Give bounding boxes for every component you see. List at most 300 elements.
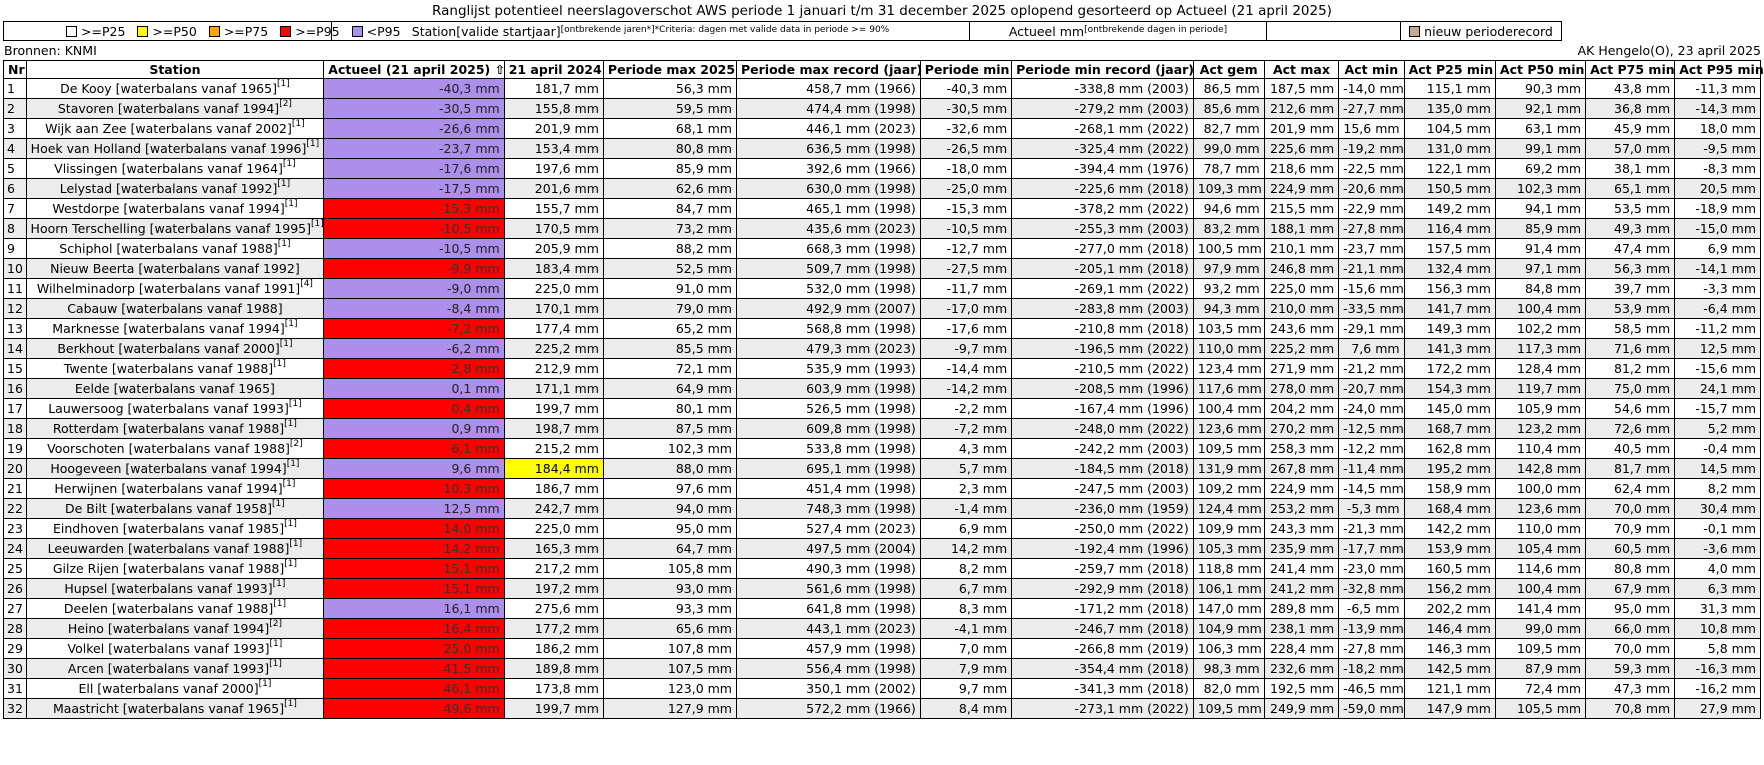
pmax-cell: 68,1 mm bbox=[603, 119, 736, 139]
table-row bbox=[4, 79, 1761, 99]
actueel-cell: 15,1 mm bbox=[324, 579, 504, 599]
table-row bbox=[4, 699, 1761, 719]
pmaxr-cell: 526,5 mm (1998) bbox=[736, 399, 920, 419]
p75-cell: 70,0 mm bbox=[1586, 639, 1675, 659]
gem-cell: 105,3 mm bbox=[1193, 539, 1264, 559]
y2024-cell: 173,8 mm bbox=[504, 679, 603, 699]
pminr-cell: -247,5 mm (2003) bbox=[1012, 479, 1194, 499]
gem-cell: 83,2 mm bbox=[1193, 219, 1264, 239]
p50-cell: 97,1 mm bbox=[1495, 259, 1585, 279]
pmin-cell: 5,7 mm bbox=[920, 459, 1011, 479]
p95-cell: -0,4 mm bbox=[1675, 439, 1761, 459]
actueel-cell: -17,6 mm bbox=[324, 159, 504, 179]
p75-cell: 67,9 mm bbox=[1586, 579, 1675, 599]
p95-cell: 8,2 mm bbox=[1675, 479, 1761, 499]
y2024-cell: 201,9 mm bbox=[504, 119, 603, 139]
column-header: Nr bbox=[4, 61, 27, 79]
station-name: Stavoren [waterbalans vanaf 1994] bbox=[57, 100, 280, 116]
pmin-cell: -25,0 mm bbox=[920, 179, 1011, 199]
pmax-cell: 107,5 mm bbox=[603, 659, 736, 679]
p95-cell: -14,1 mm bbox=[1675, 259, 1761, 279]
missing-years-note: [1] bbox=[273, 359, 286, 370]
p25-cell: 154,3 mm bbox=[1404, 379, 1495, 399]
p25-cell: 121,1 mm bbox=[1404, 679, 1495, 699]
missing-years-note: [1] bbox=[289, 539, 303, 550]
pmaxr-cell: 568,8 mm (1998) bbox=[736, 319, 920, 339]
table-row bbox=[4, 159, 1761, 179]
amin-cell: -29,1 mm bbox=[1339, 319, 1404, 339]
missing-years-note: [1] bbox=[306, 139, 320, 150]
amin-cell: -33,5 mm bbox=[1339, 299, 1404, 319]
amax-cell: 232,6 mm bbox=[1264, 659, 1338, 679]
station-name: Volkel [waterbalans vanaf 1993] bbox=[67, 640, 270, 656]
p95-cell: -11,3 mm bbox=[1675, 79, 1761, 99]
p50-cell: 63,1 mm bbox=[1495, 119, 1585, 139]
column-header: Act P50 min bbox=[1495, 61, 1585, 79]
rank-cell: 32 bbox=[4, 699, 27, 719]
pminr-cell: -236,0 mm (1959) bbox=[1012, 499, 1194, 519]
station-name: Twente [waterbalans vanaf 1988] bbox=[63, 360, 274, 376]
pmax-cell: 123,0 mm bbox=[603, 679, 736, 699]
pmin-cell: -27,5 mm bbox=[920, 259, 1011, 279]
pmaxr-cell: 630,0 mm (1998) bbox=[736, 179, 920, 199]
sources-label: Bronnen: KNMI bbox=[4, 43, 97, 58]
amin-cell: -27,8 mm bbox=[1339, 219, 1404, 239]
amax-cell: 235,9 mm bbox=[1264, 539, 1338, 559]
station-name: De Kooy [waterbalans vanaf 1965] bbox=[60, 80, 277, 96]
p75-cell: 66,0 mm bbox=[1586, 619, 1675, 639]
gem-cell: 106,1 mm bbox=[1193, 579, 1264, 599]
rank-cell: 30 bbox=[4, 659, 27, 679]
p75-cell: 58,5 mm bbox=[1586, 319, 1675, 339]
actueel-cell: 25,0 mm bbox=[324, 639, 504, 659]
column-header: Act P95 min bbox=[1675, 61, 1761, 79]
amax-cell: 188,1 mm bbox=[1264, 219, 1338, 239]
pminr-cell: -171,2 mm (2018) bbox=[1012, 599, 1194, 619]
new-record-label: nieuw perioderecord bbox=[1424, 23, 1553, 39]
actueel-cell: -17,5 mm bbox=[324, 179, 504, 199]
pminr-cell: -283,8 mm (2003) bbox=[1012, 299, 1194, 319]
pmax-cell: 88,2 mm bbox=[603, 239, 736, 259]
y2024-cell: 205,9 mm bbox=[504, 239, 603, 259]
p50-cell: 92,1 mm bbox=[1495, 99, 1585, 119]
p75-cell: 59,3 mm bbox=[1586, 659, 1675, 679]
actueel-cell: -15,3 mm bbox=[324, 199, 504, 219]
gem-cell: 97,9 mm bbox=[1193, 259, 1264, 279]
y2024-cell: 181,7 mm bbox=[504, 79, 603, 99]
p95-cell: 6,9 mm bbox=[1675, 239, 1761, 259]
pmin-cell: 2,3 mm bbox=[920, 479, 1011, 499]
amin-cell: -14,0 mm bbox=[1339, 79, 1404, 99]
p75-cell: 60,5 mm bbox=[1586, 539, 1675, 559]
station-name: Marknesse [waterbalans vanaf 1994] bbox=[52, 320, 285, 336]
gem-cell: 82,0 mm bbox=[1193, 679, 1264, 699]
amax-cell: 238,1 mm bbox=[1264, 619, 1338, 639]
rank-cell: 7 bbox=[4, 199, 27, 219]
actueel-cell: -10,5 mm bbox=[324, 219, 504, 239]
p75-cell: 62,4 mm bbox=[1586, 479, 1675, 499]
actueel-cell: 49,6 mm bbox=[324, 699, 504, 719]
p50-cell: 99,0 mm bbox=[1495, 619, 1585, 639]
table-row bbox=[4, 199, 1761, 219]
table-row bbox=[4, 619, 1761, 639]
p75-cell: 53,5 mm bbox=[1586, 199, 1675, 219]
p95-cell: -15,6 mm bbox=[1675, 359, 1761, 379]
table-row bbox=[4, 499, 1761, 519]
station-name: Hoogeveen [waterbalans vanaf 1994] bbox=[50, 460, 287, 476]
actueel-cell: 0,4 mm bbox=[324, 399, 504, 419]
station-cell bbox=[26, 519, 324, 539]
gem-cell: 123,6 mm bbox=[1193, 419, 1264, 439]
column-header[interactable]: Actueel (21 april 2025) ⇧ bbox=[324, 61, 504, 79]
p95-cell: 30,4 mm bbox=[1675, 499, 1761, 519]
p25-cell: 146,4 mm bbox=[1404, 619, 1495, 639]
percentile-legend bbox=[3, 21, 401, 41]
rank-cell: 5 bbox=[4, 159, 27, 179]
station-name: Vlissingen [waterbalans vanaf 1964] bbox=[54, 160, 283, 176]
gem-cell: 106,3 mm bbox=[1193, 639, 1264, 659]
amin-cell: -14,5 mm bbox=[1339, 479, 1404, 499]
p25-cell: 145,0 mm bbox=[1404, 399, 1495, 419]
p25-cell: 142,2 mm bbox=[1404, 519, 1495, 539]
p75-cell: 49,3 mm bbox=[1586, 219, 1675, 239]
amin-cell: -12,5 mm bbox=[1339, 419, 1404, 439]
pminr-cell: -378,2 mm (2022) bbox=[1012, 199, 1194, 219]
gem-cell: 98,3 mm bbox=[1193, 659, 1264, 679]
pminr-cell: -394,4 mm (1976) bbox=[1012, 159, 1194, 179]
actueel-cell: -7,2 mm bbox=[324, 319, 504, 339]
y2024-cell: 186,7 mm bbox=[504, 479, 603, 499]
amin-cell: -15,6 mm bbox=[1339, 279, 1404, 299]
amin-cell: 7,6 mm bbox=[1339, 339, 1404, 359]
legend-item bbox=[66, 24, 125, 39]
table-row bbox=[4, 299, 1761, 319]
table-row bbox=[4, 379, 1761, 399]
new-record-legend bbox=[1401, 21, 1562, 41]
station-cell bbox=[26, 679, 324, 699]
pmaxr-cell: 561,6 mm (1998) bbox=[736, 579, 920, 599]
amax-cell: 210,1 mm bbox=[1264, 239, 1338, 259]
amin-cell: -23,0 mm bbox=[1339, 559, 1404, 579]
pminr-cell: -196,5 mm (2022) bbox=[1012, 339, 1194, 359]
p50-cell: 102,2 mm bbox=[1495, 319, 1585, 339]
pmax-cell: 73,2 mm bbox=[603, 219, 736, 239]
p50-cell: 91,4 mm bbox=[1495, 239, 1585, 259]
p50-cell: 128,4 mm bbox=[1495, 359, 1585, 379]
legend-bar bbox=[3, 21, 1762, 41]
pmin-cell: -17,0 mm bbox=[920, 299, 1011, 319]
actueel-cell: -2,8 mm bbox=[324, 359, 504, 379]
amin-cell: -22,9 mm bbox=[1339, 199, 1404, 219]
pmin-cell: -7,2 mm bbox=[920, 419, 1011, 439]
rank-cell: 22 bbox=[4, 499, 27, 519]
p95-cell: 4,0 mm bbox=[1675, 559, 1761, 579]
gem-cell: 100,5 mm bbox=[1193, 239, 1264, 259]
amin-cell: -27,8 mm bbox=[1339, 639, 1404, 659]
p50-cell: 84,8 mm bbox=[1495, 279, 1585, 299]
p25-cell: 156,2 mm bbox=[1404, 579, 1495, 599]
pmax-cell: 93,0 mm bbox=[603, 579, 736, 599]
station-cell bbox=[26, 99, 324, 119]
column-header: Periode min bbox=[920, 61, 1011, 79]
pmax-cell: 85,5 mm bbox=[603, 339, 736, 359]
gem-cell: 109,5 mm bbox=[1193, 439, 1264, 459]
station-cell bbox=[26, 659, 324, 679]
pminr-cell: -279,2 mm (2003) bbox=[1012, 99, 1194, 119]
station-name: Eindhoven [waterbalans vanaf 1985] bbox=[52, 520, 285, 536]
station-cell bbox=[26, 539, 324, 559]
y2024-cell: 212,9 mm bbox=[504, 359, 603, 379]
missing-years-note: [4] bbox=[300, 279, 313, 290]
amax-cell: 201,9 mm bbox=[1264, 119, 1338, 139]
pminr-cell: -266,8 mm (2019) bbox=[1012, 639, 1194, 659]
missing-years-note: [1] bbox=[284, 519, 297, 530]
rank-cell: 14 bbox=[4, 339, 27, 359]
pminr-cell: -225,6 mm (2018) bbox=[1012, 179, 1194, 199]
y2024-cell: 242,7 mm bbox=[504, 499, 603, 519]
amax-cell: 253,2 mm bbox=[1264, 499, 1338, 519]
pmaxr-cell: 497,5 mm (2004) bbox=[736, 539, 920, 559]
rank-cell: 21 bbox=[4, 479, 27, 499]
amin-cell: -24,0 mm bbox=[1339, 399, 1404, 419]
pmaxr-cell: 695,1 mm (1998) bbox=[736, 459, 920, 479]
pmaxr-cell: 435,6 mm (2023) bbox=[736, 219, 920, 239]
amax-cell: 241,4 mm bbox=[1264, 559, 1338, 579]
table-row bbox=[4, 139, 1761, 159]
pmaxr-cell: 457,9 mm (1998) bbox=[736, 639, 920, 659]
gem-cell: 82,7 mm bbox=[1193, 119, 1264, 139]
p50-cell: 99,1 mm bbox=[1495, 139, 1585, 159]
legend-swatch bbox=[137, 26, 148, 37]
pmaxr-cell: 533,8 mm (1998) bbox=[736, 439, 920, 459]
pminr-cell: -192,4 mm (1996) bbox=[1012, 539, 1194, 559]
p75-cell: 80,8 mm bbox=[1586, 559, 1675, 579]
table-row bbox=[4, 439, 1761, 459]
actueel-cell: 16,1 mm bbox=[324, 599, 504, 619]
table-row bbox=[4, 399, 1761, 419]
pmax-cell: 59,5 mm bbox=[603, 99, 736, 119]
legend-label: >=P75 bbox=[223, 23, 269, 39]
amax-cell: 204,2 mm bbox=[1264, 399, 1338, 419]
y2024-cell: 198,7 mm bbox=[504, 419, 603, 439]
gem-cell: 78,7 mm bbox=[1193, 159, 1264, 179]
pmin-cell: 8,2 mm bbox=[920, 559, 1011, 579]
actueel-cell: 46,1 mm bbox=[324, 679, 504, 699]
pmin-cell: -30,5 mm bbox=[920, 99, 1011, 119]
pminr-cell: -210,5 mm (2022) bbox=[1012, 359, 1194, 379]
pmax-cell: 102,3 mm bbox=[603, 439, 736, 459]
pmax-cell: 65,6 mm bbox=[603, 619, 736, 639]
station-cell bbox=[26, 239, 324, 259]
rank-cell: 25 bbox=[4, 559, 27, 579]
pmin-cell: -14,4 mm bbox=[920, 359, 1011, 379]
amax-cell: 212,6 mm bbox=[1264, 99, 1338, 119]
p25-cell: 157,5 mm bbox=[1404, 239, 1495, 259]
gem-cell: 100,4 mm bbox=[1193, 399, 1264, 419]
station-name: Wilhelminadorp [waterbalans vanaf 1991] bbox=[36, 280, 301, 296]
pmax-cell: 52,5 mm bbox=[603, 259, 736, 279]
missing-years-note: [1] bbox=[272, 579, 286, 590]
station-name: Voorschoten [waterbalans vanaf 1988] bbox=[47, 440, 290, 456]
actueel-cell: 6,1 mm bbox=[324, 439, 504, 459]
amax-cell: 225,0 mm bbox=[1264, 279, 1338, 299]
amax-cell: 192,5 mm bbox=[1264, 679, 1338, 699]
actueel-legend: Actueel mm [ontbrekende dagen in periode] bbox=[970, 21, 1267, 41]
pmax-cell: 64,7 mm bbox=[603, 539, 736, 559]
missing-years-note: [1] bbox=[282, 479, 296, 490]
station-name: Nieuw Beerta [waterbalans vanaf 1992] bbox=[50, 260, 300, 276]
amin-cell: -46,5 mm bbox=[1339, 679, 1404, 699]
station-cell bbox=[26, 179, 324, 199]
missing-years-note: [1] bbox=[284, 419, 297, 430]
pmaxr-cell: 479,3 mm (2023) bbox=[736, 339, 920, 359]
rank-cell: 11 bbox=[4, 279, 27, 299]
station-name: Heino [waterbalans vanaf 1994] bbox=[67, 620, 270, 636]
pmaxr-cell: 527,4 mm (2023) bbox=[736, 519, 920, 539]
p75-cell: 43,8 mm bbox=[1586, 79, 1675, 99]
rank-cell: 19 bbox=[4, 439, 27, 459]
rank-cell: 1 bbox=[4, 79, 27, 99]
amax-cell: 278,0 mm bbox=[1264, 379, 1338, 399]
rank-cell: 2 bbox=[4, 99, 27, 119]
amin-cell: -20,7 mm bbox=[1339, 379, 1404, 399]
station-name: Deelen [waterbalans vanaf 1988] bbox=[63, 600, 274, 616]
rank-cell: 27 bbox=[4, 599, 27, 619]
station-name: Herwijnen [waterbalans vanaf 1994] bbox=[54, 480, 283, 496]
p95-cell: -16,2 mm bbox=[1675, 679, 1761, 699]
pmin-cell: -40,3 mm bbox=[920, 79, 1011, 99]
amin-cell: -6,5 mm bbox=[1339, 599, 1404, 619]
missing-years-note: [2] bbox=[269, 619, 282, 630]
p75-cell: 38,1 mm bbox=[1586, 159, 1675, 179]
table-row bbox=[4, 359, 1761, 379]
y2024-cell: 197,2 mm bbox=[504, 579, 603, 599]
p50-cell: 90,3 mm bbox=[1495, 79, 1585, 99]
p95-cell: 14,5 mm bbox=[1675, 459, 1761, 479]
amax-cell: 270,2 mm bbox=[1264, 419, 1338, 439]
pmax-cell: 93,3 mm bbox=[603, 599, 736, 619]
y2024-cell: 165,3 mm bbox=[504, 539, 603, 559]
pmin-cell: -9,7 mm bbox=[920, 339, 1011, 359]
amin-cell: -59,0 mm bbox=[1339, 699, 1404, 719]
missing-years-note: [1] bbox=[269, 659, 282, 670]
station-cell bbox=[26, 579, 324, 599]
y2024-cell: 225,0 mm bbox=[504, 279, 603, 299]
pmaxr-cell: 748,3 mm (1998) bbox=[736, 499, 920, 519]
legend-item bbox=[137, 24, 196, 39]
pmin-cell: -12,7 mm bbox=[920, 239, 1011, 259]
amin-cell: -17,7 mm bbox=[1339, 539, 1404, 559]
pminr-cell: -338,8 mm (2003) bbox=[1012, 79, 1194, 99]
missing-years-note: [1] bbox=[284, 559, 297, 570]
pminr-cell: -242,2 mm (2003) bbox=[1012, 439, 1194, 459]
gem-cell: 103,5 mm bbox=[1193, 319, 1264, 339]
pmin-cell: 7,0 mm bbox=[920, 639, 1011, 659]
column-header: Act min bbox=[1339, 61, 1404, 79]
pmaxr-cell: 641,8 mm (1998) bbox=[736, 599, 920, 619]
rank-cell: 17 bbox=[4, 399, 27, 419]
actueel-cell: 0,9 mm bbox=[324, 419, 504, 439]
p50-cell: 69,2 mm bbox=[1495, 159, 1585, 179]
p50-cell: 117,3 mm bbox=[1495, 339, 1585, 359]
p25-cell: 142,5 mm bbox=[1404, 659, 1495, 679]
gem-cell: 124,4 mm bbox=[1193, 499, 1264, 519]
y2024-cell: 170,1 mm bbox=[504, 299, 603, 319]
station-cell bbox=[26, 319, 324, 339]
table-row bbox=[4, 259, 1761, 279]
actueel-cell: -10,5 mm bbox=[324, 239, 504, 259]
table-body bbox=[4, 79, 1761, 719]
pmaxr-cell: 509,7 mm (1998) bbox=[736, 259, 920, 279]
pmin-cell: 9,7 mm bbox=[920, 679, 1011, 699]
p50-cell: 114,6 mm bbox=[1495, 559, 1585, 579]
missing-years-note: [1] bbox=[310, 219, 324, 230]
rank-cell: 10 bbox=[4, 259, 27, 279]
pmin-cell: -4,1 mm bbox=[920, 619, 1011, 639]
p75-cell: 95,0 mm bbox=[1586, 599, 1675, 619]
p95-cell: 18,0 mm bbox=[1675, 119, 1761, 139]
p25-cell: 122,1 mm bbox=[1404, 159, 1495, 179]
pminr-cell: -205,1 mm (2018) bbox=[1012, 259, 1194, 279]
pminr-cell: -292,9 mm (2018) bbox=[1012, 579, 1194, 599]
rank-cell: 4 bbox=[4, 139, 27, 159]
station-name: Hoek van Holland [waterbalans vanaf 1996] bbox=[30, 140, 307, 156]
gem-cell: 104,9 mm bbox=[1193, 619, 1264, 639]
station-legend: Station[valide startjaar] [ontbrekende jaren*] $^{*Criteria: dagen met valide data in periode >= 90\%}$ bbox=[332, 21, 970, 41]
pminr-cell: -167,4 mm (1996) bbox=[1012, 399, 1194, 419]
station-cell bbox=[26, 139, 324, 159]
p50-cell: 123,6 mm bbox=[1495, 499, 1585, 519]
p95-cell: 6,3 mm bbox=[1675, 579, 1761, 599]
actueel-cell: 41,5 mm bbox=[324, 659, 504, 679]
rank-cell: 26 bbox=[4, 579, 27, 599]
station-cell bbox=[26, 459, 324, 479]
pmaxr-cell: 603,9 mm (1998) bbox=[736, 379, 920, 399]
missing-years-note: [1] bbox=[277, 239, 291, 250]
p95-cell: -8,3 mm bbox=[1675, 159, 1761, 179]
pmax-cell: 56,3 mm bbox=[603, 79, 736, 99]
station-name: Arcen [waterbalans vanaf 1993] bbox=[67, 660, 270, 676]
rank-cell: 18 bbox=[4, 419, 27, 439]
table-row bbox=[4, 419, 1761, 439]
rank-cell: 8 bbox=[4, 219, 27, 239]
station-name: Schiphol [waterbalans vanaf 1988] bbox=[59, 240, 278, 256]
rank-cell: 9 bbox=[4, 239, 27, 259]
pmin-cell: -11,7 mm bbox=[920, 279, 1011, 299]
p50-cell: 72,4 mm bbox=[1495, 679, 1585, 699]
p25-cell: 104,5 mm bbox=[1404, 119, 1495, 139]
rank-cell: 24 bbox=[4, 539, 27, 559]
p50-cell: 109,5 mm bbox=[1495, 639, 1585, 659]
pmaxr-cell: 458,7 mm (1966) bbox=[736, 79, 920, 99]
rank-cell: 20 bbox=[4, 459, 27, 479]
pminr-cell: -250,0 mm (2022) bbox=[1012, 519, 1194, 539]
pmin-cell: -15,3 mm bbox=[920, 199, 1011, 219]
amin-cell: -27,7 mm bbox=[1339, 99, 1404, 119]
p75-cell: 53,9 mm bbox=[1586, 299, 1675, 319]
pmax-cell: 97,6 mm bbox=[603, 479, 736, 499]
p95-cell: -16,3 mm bbox=[1675, 659, 1761, 679]
p75-cell: 39,7 mm bbox=[1586, 279, 1675, 299]
station-name: Ell [waterbalans vanaf 2000] bbox=[78, 680, 259, 696]
table-row bbox=[4, 459, 1761, 479]
y2024-cell: 201,6 mm bbox=[504, 179, 603, 199]
actueel-cell: 12,5 mm bbox=[324, 499, 504, 519]
p95-cell: 20,5 mm bbox=[1675, 179, 1761, 199]
missing-years-note: [1] bbox=[279, 339, 293, 350]
p95-cell: -3,3 mm bbox=[1675, 279, 1761, 299]
p25-cell: 131,0 mm bbox=[1404, 139, 1495, 159]
